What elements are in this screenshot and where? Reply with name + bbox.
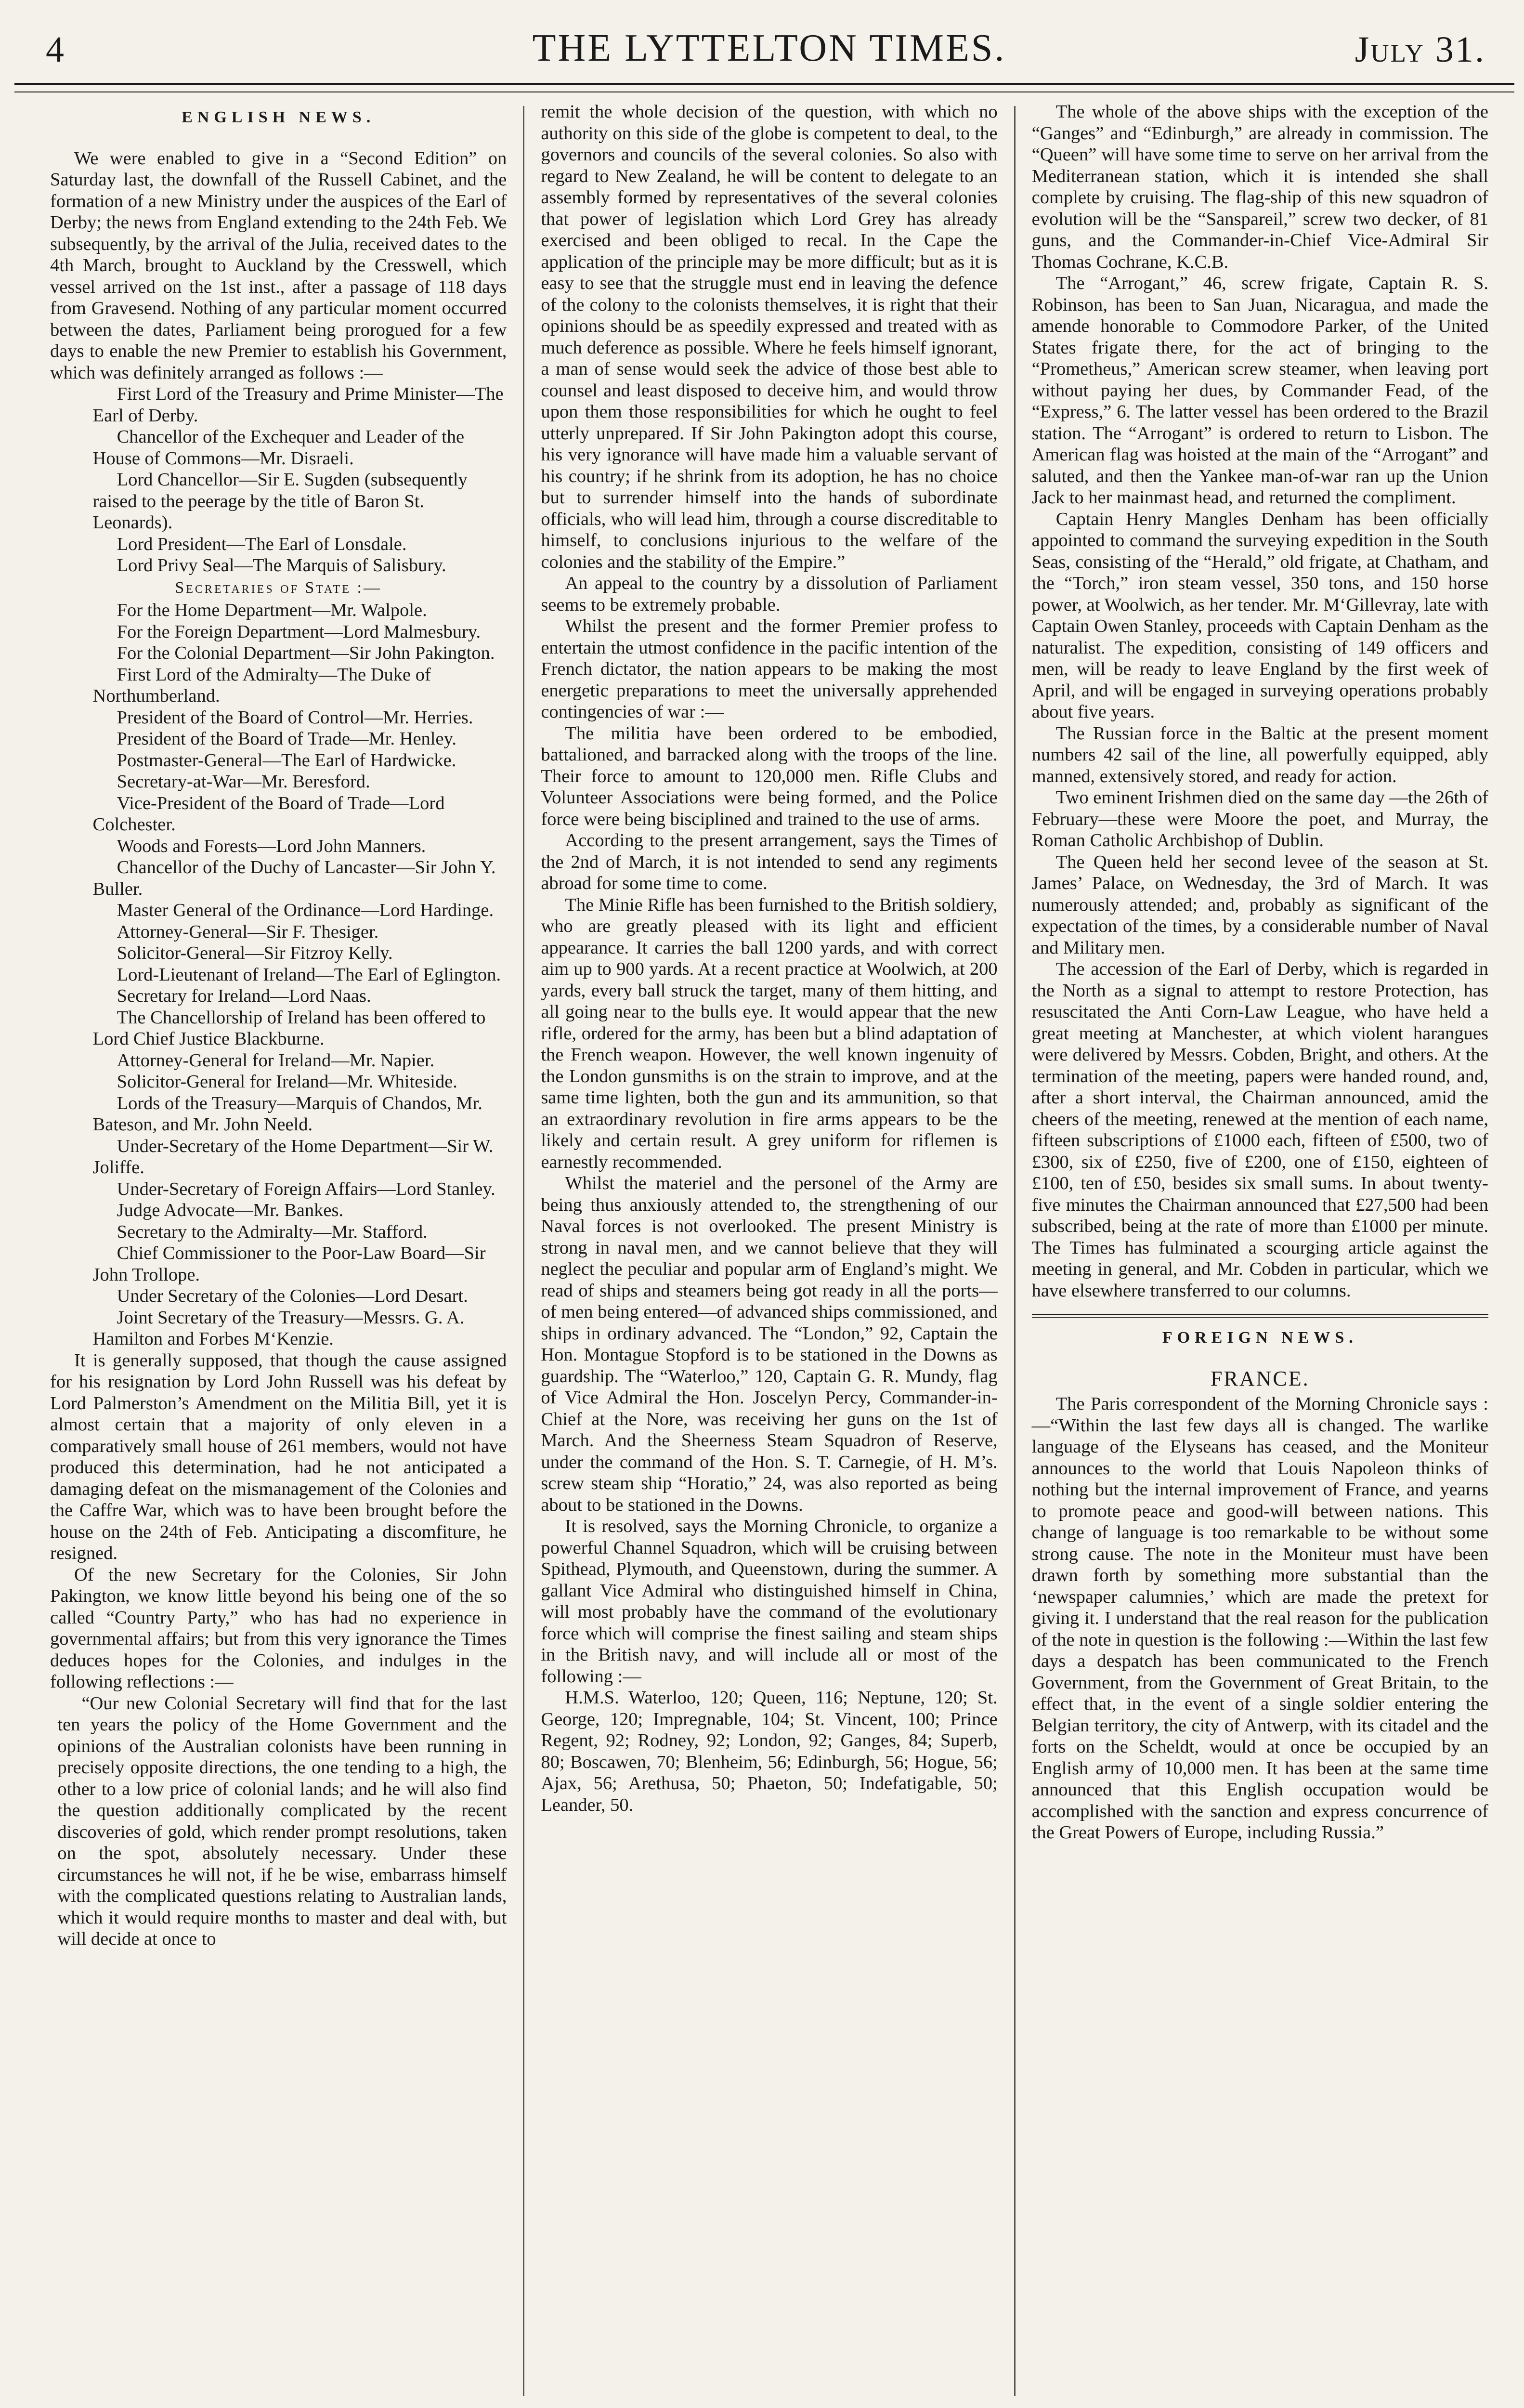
paragraph: The Paris correspondent of the Morning Chronicle says :—“Within the last few days all is changed. The warlike language of the Elyseans has ceased, and the Moniteur announces to the world that Louis Napoleon thinks of nothing but the internal improvement of France, and yearns to promote peace and good-will between nations. This change of language is too remarkable to be without some strong cause. The note in the Moniteur must have been drawn forth by something more substantial than the ‘newspaper calumnies,’ which are made the pretext for giving it. I understand that the real reason for the publication of the note in question is the following :—Within the last few days a despatch has been communicated to the French Government, from the Government of Great Britain, to the effect that, in the event of a single soldier entering the Belgian territory, the city of Antwerp, with its citadel and the forts on the Scheldt, would at once be occupied by an English army of 10,000 men. It has been at the same time announced that this English occupation would be accomplished with the sanction and express concurrence of the Great Powers of Europe, including Russia.” [1031, 1394, 1488, 1843]
subheading-secretaries: Secretaries of State :— [175, 578, 382, 597]
list-item: President of the Board of Trade—Mr. Henley. [117, 729, 456, 749]
section-heading-foreign-news: FOREIGN NEWS. [1162, 1329, 1358, 1347]
paragraph: The Minie Rifle has been furnished to the British soldiery, who are greatly pleased with its light and efficient appearance. It carries the ball 1200 yards, and with correct aim up to 900 yards. At a recent practice at Woolwich, at 200 yards, every ball struck the target, many of them hitting, and all going near to the bulls eye. It would appear that the new rifle, ordered for the army, has been but a blind adaptation of the French weapon. However, the well known ingenuity of the London gunsmiths is on the strain to improve, and at the same time lighten, both the gun and its ammunition, so that an extraordinary revolution in fire arms appears to be the likely and certain result. A grey uniform for riflemen is earnestly recommended. [541, 894, 998, 1172]
list-item: Vice-President of the Board of Trade—Lord Colchester. [92, 793, 445, 835]
quoted-paragraph: “Our new Colonial Secretary will find that for the last ten years the policy of the Home Government and the opinions of the Australian colonists have been running in precisely opposite directions, the one tending to a high, the other to a low price of colonial lands; and he will also find the question additionally complicated by the recent discoveries of gold, which render prompt resolutions, taken on the spot, absolutely necessary. Under these circumstances he will not, if he be wise, embarrass himself with the complicated questions relating to Australian lands, which it would require months to master and deal with, but will decide at once to [57, 1693, 507, 1949]
list-item: For the Foreign Department—Lord Malmesbury. [117, 621, 481, 642]
masthead-rule-thick [14, 83, 1514, 85]
list-item: President of the Board of Control—Mr. Herries. [117, 707, 473, 728]
paragraph: Captain Henry Mangles Denham has been officially appointed to command the surveying expedition in the South Seas, consisting of the “Herald,” old frigate, at Chatham, and the “Torch,” iron steam vessel, 350 tons, and 150 horse power, at Woolwich, as her tender. Mr. M‘Gillevray, late with Captain Owen Stanley, proceeds with Captain Denham as the naturalist. The expedition, consisting of 149 officers and men, will be ready to leave England by the first week of April, and will be engaged in surveying operations probably about five years. [1031, 509, 1488, 722]
list-item: Master General of the Ordinance—Lord Hardinge. [117, 900, 494, 920]
list-item: Chief Commissioner to the Poor-Law Board—Sir John Trollope. [92, 1243, 486, 1285]
paragraph: The “Arrogant,” 46, screw frigate, Captain R. S. Robinson, has been to San Juan, Nicaragua, and made the amende honorable to Commodore Parker, of the United States frigate there, for the act of bringing to the “Prometheus,” American screw steamer, when leaving port without paying her dues, by Commander Fead, of the “Express,” 6. The latter vessel has been ordered to the Brazil station. The “Arrogant” is ordered to return to Lisbon. The American flag was hoisted at the main of the “Arrogant” and saluted, and then the Yankee man-of-war ran up the Union Jack to her mainmast head, and returned the compliment. [1031, 273, 1488, 508]
masthead [34, 0, 1505, 72]
paragraph: The militia have been ordered to be embodied, battalioned, and barracked along with the troops of the line. Their force to amount to 120,000 men. Rifle Clubs and Volunteer Associations were being formed, and the Police force were being bisciplined and trained to the use of arms. [541, 723, 998, 829]
newspaper-title: THE LYTTELTON TIMES. [532, 27, 1006, 69]
list-item: Lords of the Treasury—Marquis of Chandos, Mr. Bateson, and Mr. John Neeld. [92, 1093, 482, 1135]
list-item: Woods and Forests—Lord John Manners. [117, 836, 426, 856]
subheading-france: FRANCE. [1211, 1366, 1310, 1390]
page-number: 4 [46, 29, 64, 70]
list-item: Chancellor of the Exchequer and Leader of the House of Commons—Mr. Disraeli. [92, 427, 465, 469]
list-item: Secretary-at-War—Mr. Beresford. [117, 772, 370, 792]
paragraph: Two eminent Irishmen died on the same day —the 26th of February—these were Moore the poet, and Murray, the Roman Catholic Archbishop of Dublin. [1031, 787, 1488, 851]
paragraph: The Russian force in the Baltic at the present moment numbers 42 sail of the line, all powerfully equipped, ably manned, extensively stored, and ready for action. [1031, 723, 1488, 786]
list-item: Lord-Lieutenant of Ireland—The Earl of Eglington. [117, 964, 501, 985]
list-item: Lord Chancellor—Sir E. Sugden (subsequently raised to the peerage by the title of Baron St. Leonards). [92, 470, 468, 533]
paragraph: It is generally supposed, that though the cause assigned for his resignation by Lord John Russell was his defeat by Lord Palmerston’s Amendment on the Militia Bill, yet it is almost certain that a majority of only eleven in a comparatively small house of 261 members, would not have produced this determination, had he not anticipated a damaging defeat on the mismanagement of the Colonies and the Caffre War, which was to have been brought before the house on the 24th of Feb. Anticipating a discomfiture, he resigned. [50, 1350, 507, 1563]
list-item: For the Home Department—Mr. Walpole. [117, 600, 427, 620]
column-1 [34, 101, 523, 2406]
paragraph: Whilst the materiel and the personel of the Army are being thus anxiously attended to, the strengthening of our Naval forces is not overlooked. The present Ministry is strong in naval men, and we cannot believe that they will neglect the peculiar and popular arm of England’s might. We read of ships and steamers being got ready in all the ports—of men being entered—of advanced ships commissioned, and ships in ordinary advanced. The “London,” 92, Captain the Hon. Montague Stopford is to be stationed in the Downs as guardship. The “Waterloo,” 120, Captain G. R. Mundy, flag of Vice Admiral the Hon. Joscelyn Percy, Commander-in-Chief at the Nore, was receiving her guns on the 1st of March. And the Sheerness Steam Squadron of Reserve, under the command of the Hon. S. T. Carnegie, of H. M’s. screw steam ship “Horatio,” 24, was also reported as being about to be stationed in the Downs. [541, 1173, 998, 1515]
paragraph: According to the present arrangement, says the Times of the 2nd of March, it is not intended to send any regiments abroad for some time to come. [541, 830, 998, 893]
list-item: Under-Secretary of the Home Department—Sir W. Joliffe. [92, 1136, 494, 1178]
list-item: Secretary to the Admiralty—Mr. Stafford. [117, 1221, 428, 1242]
list-item: Postmaster-General—The Earl of Hardwicke. [117, 750, 456, 771]
paragraph: Of the new Secretary for the Colonies, Sir John Pakington, we know little beyond his being one of the so called “Country Party,” who has had no experience in governmental affairs; but from this very ignorance the Times deduces hopes for the Colonies, and indulges in the following reflections :— [50, 1564, 507, 1692]
list-item: First Lord of the Admiralty—The Duke of Northumberland. [92, 664, 431, 706]
column-3 [1016, 101, 1505, 2406]
section-rule [1032, 1314, 1488, 1315]
paragraph: We were enabled to give in a “Second Edition” on Saturday last, the downfall of the Russell Cabinet, and the formation of a new Ministry under the auspices of the Earl of Derby; the news from England extending to the 24th Feb. We subsequently, by the arrival of the Julia, received dates to the 4th March, brought to Auckland by the Cresswell, which vessel arrived on the 1st inst., after a passage of 118 days from Gravesend. Nothing of any particular moment occurred between the dates, Parliament being prorogued for a few days to enable the new Premier to establish his Government, which was definitely arranged as follows :— [50, 148, 507, 383]
list-item: Judge Advocate—Mr. Bankes. [117, 1200, 344, 1220]
columns [34, 101, 1505, 2406]
list-item: Secretary for Ireland—Lord Naas. [117, 986, 371, 1006]
section-rule-thin [1032, 1317, 1488, 1318]
paragraph: remit the whole decision of the question, with which no authority on this side of the globe is competent to deal, to the governors and councils of the several colonies. So also with regard to New Zealand, he will be content to delegate to an assembly formed by representatives of the several colonies that power of legislation which Lord Grey has already exercised and been obliged to recal. In the Cape the application of the principle may be more difficult; but as it is easy to see that the struggle must end in leaving the defence of the colony to the colonists themselves, it is right that their opinions should be as speedily expressed and treated with as much deference as possible. Where he feels himself ignorant, a man of sense would seek the advice of those best able to counsel and least disposed to deceive him, and would throw upon them those responsibilities for which he ought to feel utterly unprepared. If Sir John Pakington adopt this course, his very ignorance will have made him a valuable servant of his country; if he shrink from its adoption, he has no choice but to surrender himself into the hands of subordinate officials, who will lead him, through a course discreditable to himself, to conclusions injurious to the welfare of the colonies and the stability of the Empire.” [541, 102, 998, 572]
paragraph: It is resolved, says the Morning Chronicle, to organize a powerful Channel Squadron, which will be cruising between Spithead, Plymouth, and Queenstown, during the summer. A gallant Vice Admiral who distinguished himself in China, will most probably have the command of the evolutionary force which will comprise the finest sailing and steam ships in the British navy, and will include all or most of the following :— [541, 1516, 998, 1687]
list-item: Chancellor of the Duchy of Lancaster—Sir John Y. Buller. [92, 857, 496, 899]
paragraph: An appeal to the country by a dissolution of Parliament seems to be extremely probable. [541, 573, 998, 615]
list-item: Solicitor-General—Sir Fitzroy Kelly. [117, 943, 393, 963]
list-item: For the Colonial Department—Sir John Pakington. [117, 643, 495, 663]
list-item: Under-Secretary of Foreign Affairs—Lord Stanley. [117, 1178, 495, 1199]
list-item: Joint Secretary of the Treasury—Messrs. G. A. Hamilton and Forbes M‘Kenzie. [92, 1307, 465, 1349]
list-item: The Chancellorship of Ireland has been offered to Lord Chief Justice Blackburne. [92, 1007, 486, 1049]
issue-date: July 31. [1355, 29, 1485, 70]
section-heading-english-news: ENGLISH NEWS. [182, 108, 376, 126]
column-2 [524, 101, 1014, 2406]
list-item: Attorney-General for Ireland—Mr. Napier. [117, 1050, 435, 1071]
paragraph: H.M.S. Waterloo, 120; Queen, 116; Neptune, 120; St. George, 120; Impregnable, 104; St. Vincent, 100; Prince Regent, 92; Rodney, 92; London, 92; Ganges, 84; Superb, 80; Boscawen, 70; Blenheim, 56; Edinburgh, 56; Hogue, 56; Ajax, 56; Arethusa, 50; Phaeton, 50; Indefatigable, 50; Leander, 50. [541, 1688, 998, 1815]
paragraph: Whilst the present and the former Premier profess to entertain the utmost confidence in the pacific intention of the French dictator, the nation appears to be making the most energetic preparations to meet the universally apprehended contingencies of war :— [541, 616, 998, 722]
list-item: Lord Privy Seal—The Marquis of Salisbury. [117, 555, 446, 576]
paragraph: The Queen held her second levee of the season at St. James’ Palace, on Wednesday, the 3rd of March. It was numerously attended; and, probably as significant of the expectation of the times, by a considerable number of Naval and Military men. [1031, 851, 1488, 958]
paragraph: The whole of the above ships with the exception of the “Ganges” and “Edinburgh,” are already in commission. The “Queen” will have some time to serve on her arrival from the Mediterranean station, which it is intended she shall complete by cruising. The flag-ship of this new squadron of evolution will be the “Sanspareil,” screw two decker, of 81 guns, and the Commander-in-Chief Vice-Admiral Sir Thomas Cochrane, K.C.B. [1031, 102, 1488, 272]
list-item: Solicitor-General for Ireland—Mr. Whiteside. [117, 1072, 457, 1092]
list-item: Under Secretary of the Colonies—Lord Desart. [117, 1286, 468, 1306]
list-item: Lord President—The Earl of Lonsdale. [117, 534, 407, 554]
list-item: First Lord of the Treasury and Prime Minister—The Earl of Derby. [92, 384, 504, 426]
paragraph: The accession of the Earl of Derby, which is regarded in the North as a signal to attempt to restore Protection, has resuscitated the Anti Corn-Law League, who have held a great meeting at Manchester, at which violent harangues were delivered by Messrs. Cobden, Bright, and others. At the termination of the meeting, papers were handed round, and, after a short interval, the Chairman announced, amid the cheers of the meeting, renewed at the mention of each name, fifteen subscriptions of £1000 each, fifteen of £500, two of £300, six of £250, five of £200, one of £150, eighteen of £100, ten of £50, besides six small sums. In about twenty-five minutes the Chairman announced that £27,500 had been subscribed, being at the rate of more than £1000 per minute. The Times has fulminated a scourging article against the meeting in general, and Mr. Cobden in particular, which we have elsewhere transferred to our columns. [1031, 959, 1488, 1301]
list-item: Attorney-General—Sir F. Thesiger. [117, 921, 379, 942]
